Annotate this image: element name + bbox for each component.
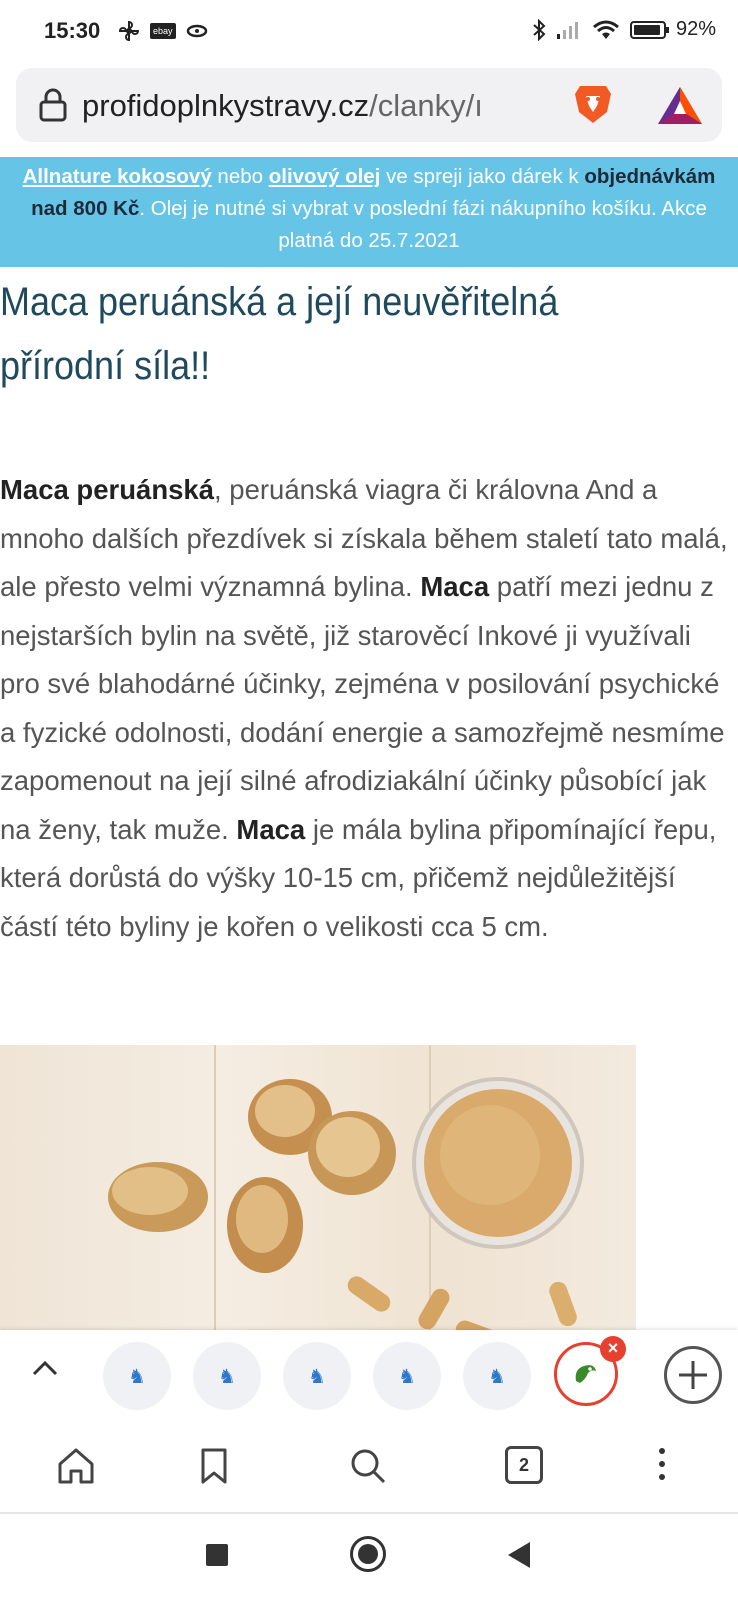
system-navigation-bar (0, 1514, 738, 1600)
chevron-up-icon[interactable] (30, 1354, 60, 1384)
article-paragraph (0, 466, 738, 951)
paragraph-bold-3: Maca (236, 813, 306, 845)
recent-apps-button[interactable] (206, 1544, 228, 1566)
brave-shields-icon[interactable] (572, 82, 614, 126)
signal-icon (556, 20, 582, 40)
bird-icon (572, 1361, 600, 1387)
new-tab-button[interactable] (664, 1346, 722, 1404)
article-title: Maca peruánská a její neuvěřitelná přírodní síla!! (0, 280, 559, 388)
status-bar (0, 0, 738, 62)
tab-strip (0, 1330, 738, 1420)
home-button[interactable] (350, 1536, 386, 1572)
tab-switcher-button[interactable]: 2 (505, 1446, 543, 1484)
paragraph-bold-2: Maca (420, 571, 490, 602)
promo-text-3: . Olej je nutné si vybrat v poslední fázi nákupního košíku. Akce platná do 25.7.2021 (139, 197, 707, 252)
promo-text-2: ve spreji jako dárek k (380, 165, 585, 188)
wifi-icon (592, 20, 620, 40)
plus-icon (667, 1349, 719, 1401)
battery-icon (630, 21, 666, 39)
close-tab-icon[interactable]: × (600, 1336, 626, 1362)
paragraph-bold-1: Maca peruánská (0, 474, 214, 505)
paragraph-text-1: , peruánská viagra či královna And a mnoho dalších přezdívek si získala během staletí tato malá, ale přesto velmi významná bylina. (0, 474, 728, 602)
promo-link-olive-oil[interactable]: olivový olej (268, 165, 381, 188)
promo-text-1: nebo (211, 165, 269, 188)
home-icon[interactable] (54, 1444, 98, 1488)
status-time: 15:30 (44, 18, 101, 43)
tab-thumbnail-5[interactable] (463, 1342, 531, 1410)
lock-icon[interactable] (38, 88, 68, 122)
rocking-horse-icon: ♞ (218, 1365, 236, 1388)
rocking-horse-icon: ♞ (308, 1365, 326, 1388)
menu-kebab-icon[interactable] (659, 1448, 665, 1487)
browser-toolbar (0, 1420, 738, 1514)
tab-thumbnail-4[interactable] (373, 1342, 441, 1410)
link-icon (186, 23, 208, 39)
ebay-icon: ebay (150, 23, 176, 39)
tab-thumbnail-1[interactable] (103, 1342, 171, 1410)
bluetooth-icon (532, 19, 546, 41)
notification-icons (118, 20, 208, 42)
bookmark-icon[interactable] (192, 1444, 236, 1488)
maca-photo (0, 1045, 636, 1345)
tab-thumbnail-3[interactable] (283, 1342, 351, 1410)
address-bar[interactable] (16, 68, 722, 142)
paragraph-text-2: patří mezi jednu z nejstarších bylin na světě, již starověcí Inkové ji využívali pro své blahodárné účinky, zejména v posilování psychické a fyzické odolnosti, dodání energie a samozřejmě nesmíme zapomenout na její silné afrodiziakální účinky působící jak na ženy, tak muže. (0, 571, 725, 845)
rocking-horse-icon: ♞ (398, 1365, 416, 1388)
url-text[interactable] (82, 88, 552, 124)
status-right-icons (532, 18, 716, 41)
rocking-horse-icon: ♞ (488, 1365, 506, 1388)
bat-rewards-icon[interactable] (656, 84, 704, 126)
fan-icon (118, 20, 140, 42)
promo-link-coconut-oil[interactable]: Allnature kokosový (22, 165, 212, 188)
maca-photo-illustration (0, 1045, 636, 1345)
battery-percent: 92% (675, 18, 716, 40)
promo-banner (0, 157, 738, 267)
back-button[interactable] (508, 1542, 530, 1568)
url-domain: profidoplnkystravy.cz (82, 88, 370, 123)
search-icon[interactable] (346, 1444, 390, 1488)
tab-thumbnail-2[interactable] (193, 1342, 261, 1410)
promo-bold: objednávkám nad 800 Kč (31, 165, 716, 220)
rocking-horse-icon: ♞ (128, 1365, 146, 1388)
paragraph-text-3: je mála bylina připomínající řepu, která dorůstá do výšky 10-15 cm, přičemž nejdůležitější částí této byliny je kořen o velikosti cca 5 cm. (0, 813, 717, 942)
url-path: /clanky/ı (369, 88, 483, 123)
